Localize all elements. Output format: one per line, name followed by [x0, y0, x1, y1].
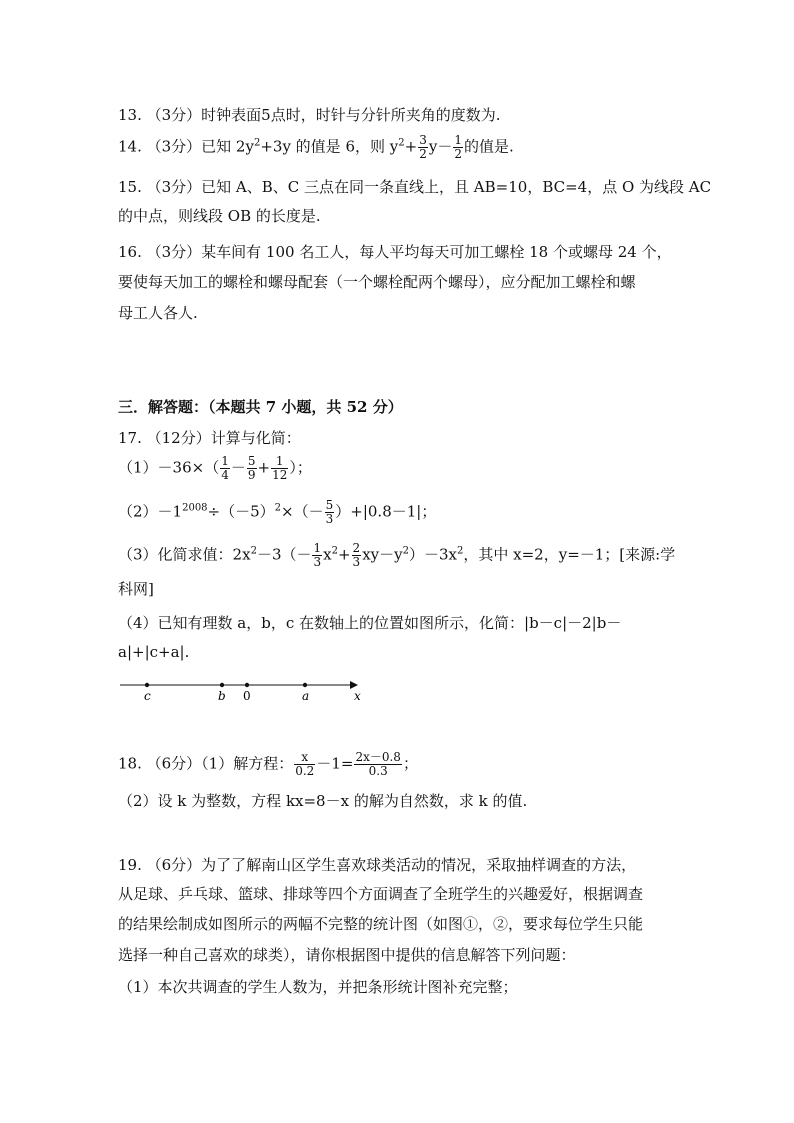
point-c — [145, 683, 149, 687]
question-17-part1: （1）－36×（ $\frac{1}{4}$ － $\frac{5}{9}$ + $\frac{1}{12}$ ）； — [118, 454, 312, 482]
fraction: $\frac{2}{3}$ — [352, 541, 361, 569]
question-19-line4: 选择一种自己喜欢的球类），请你根据图中提供的信息解答下列问题： — [118, 946, 576, 964]
fraction: $\frac{1}{2}$ — [454, 133, 462, 161]
question-17-part2: $(2)-1^{2008}\div(-5)^2\times(-$ $\frac{5}{3}$ ）+|0.8－1|； — [118, 498, 437, 526]
number-line-figure — [118, 675, 368, 705]
question-13: 13. （3分）时钟表面5点时，时针与分针所夹角的度数为. — [118, 106, 501, 124]
fraction: $\frac{1}{4}$ — [221, 454, 229, 482]
question-14: 14. （3分）已知 $2y^2+3y$ 的值是 6，则 $y^2+$ $\frac{3}{2}$ y－ $\frac{1}{2}$ 的值是. — [118, 133, 514, 161]
question-19-part1: （1）本次共调查的学生人数为，并把条形统计图补充完整； — [118, 978, 518, 996]
label-a: a — [302, 689, 310, 703]
question-16-line1: 16. （3分）某车间有 100 名工人，每人平均每天可加工螺栓 18 个或螺母 24 个， — [118, 243, 672, 261]
question-15-line2: 的中点，则线段 OB 的长度是. — [118, 207, 321, 225]
label-0: 0 — [243, 689, 251, 703]
label-x: x — [354, 689, 361, 703]
question-17-head: 17. （12分）计算与化简： — [118, 429, 301, 447]
fraction: $\frac{3}{2}$ — [419, 133, 427, 161]
question-17-part4-line2: a|+|c+a|. — [118, 643, 190, 661]
question-17-part3-line2: 科网] — [118, 580, 154, 598]
question-17-part3: （3）化简求值：$2x^2-3(-$ $\frac{1}{3}$ $x^2+$ $\frac{2}{3}$ $xy-y^2)-3x^2$，其中 x=2，y=－1；[来源:学 — [118, 541, 676, 569]
point-0 — [245, 683, 249, 687]
section-3-title: 三．解答题：（本题共 7 小题，共 52 分） — [118, 398, 403, 416]
question-15-line1: 15. （3分）已知 A、B、C 三点在同一条直线上，且 AB=10，BC=4，点 O 为线段 AC — [118, 178, 712, 196]
question-19-line2: 从足球、乒乓球、篮球、排球等四个方面调查了全班学生的兴趣爱好，根据调查 — [118, 885, 644, 903]
question-18-part2: （2）设 k 为整数，方程 kx=8－x 的解为自然数，求 k 的值. — [118, 792, 528, 810]
question-19-line1: 19. （6分）为了了解南山区学生喜欢球类活动的情况，采取抽样调查的方法， — [118, 856, 637, 874]
fraction: $\frac{5}{3}$ — [325, 498, 334, 526]
fraction: $\frac{5}{9}$ — [247, 454, 256, 482]
axis-arrow-icon — [350, 681, 358, 689]
fraction: $\frac{x}{0.2}$ — [295, 750, 315, 778]
question-16-line2: 要使每天加工的螺栓和螺母配套（一个螺栓配两个螺母），应分配加工螺栓和螺 — [118, 273, 636, 291]
fraction: $\frac{2x-0.8}{0.3}$ — [355, 750, 401, 778]
question-18-part1: 18. （6分）（1）解方程： $\frac{x}{0.2}$ －1= $\frac{2x-0.8}{0.3}$ ； — [118, 750, 418, 778]
point-b — [220, 683, 224, 687]
label-b: b — [218, 689, 226, 703]
question-17-part4-line1: （4）已知有理数 a，b，c 在数轴上的位置如图所示，化简：|b－c|－2|b－ — [118, 614, 622, 632]
label-c: c — [144, 689, 151, 703]
point-a — [303, 683, 307, 687]
fraction: $\frac{1}{12}$ — [272, 454, 288, 482]
fraction: $\frac{1}{3}$ — [313, 541, 322, 569]
question-19-line3: 的结果绘制成如图所示的两幅不完整的统计图（如图①，②，要求每位学生只能 — [118, 915, 644, 933]
question-16-line3: 母工人各人. — [118, 304, 198, 322]
